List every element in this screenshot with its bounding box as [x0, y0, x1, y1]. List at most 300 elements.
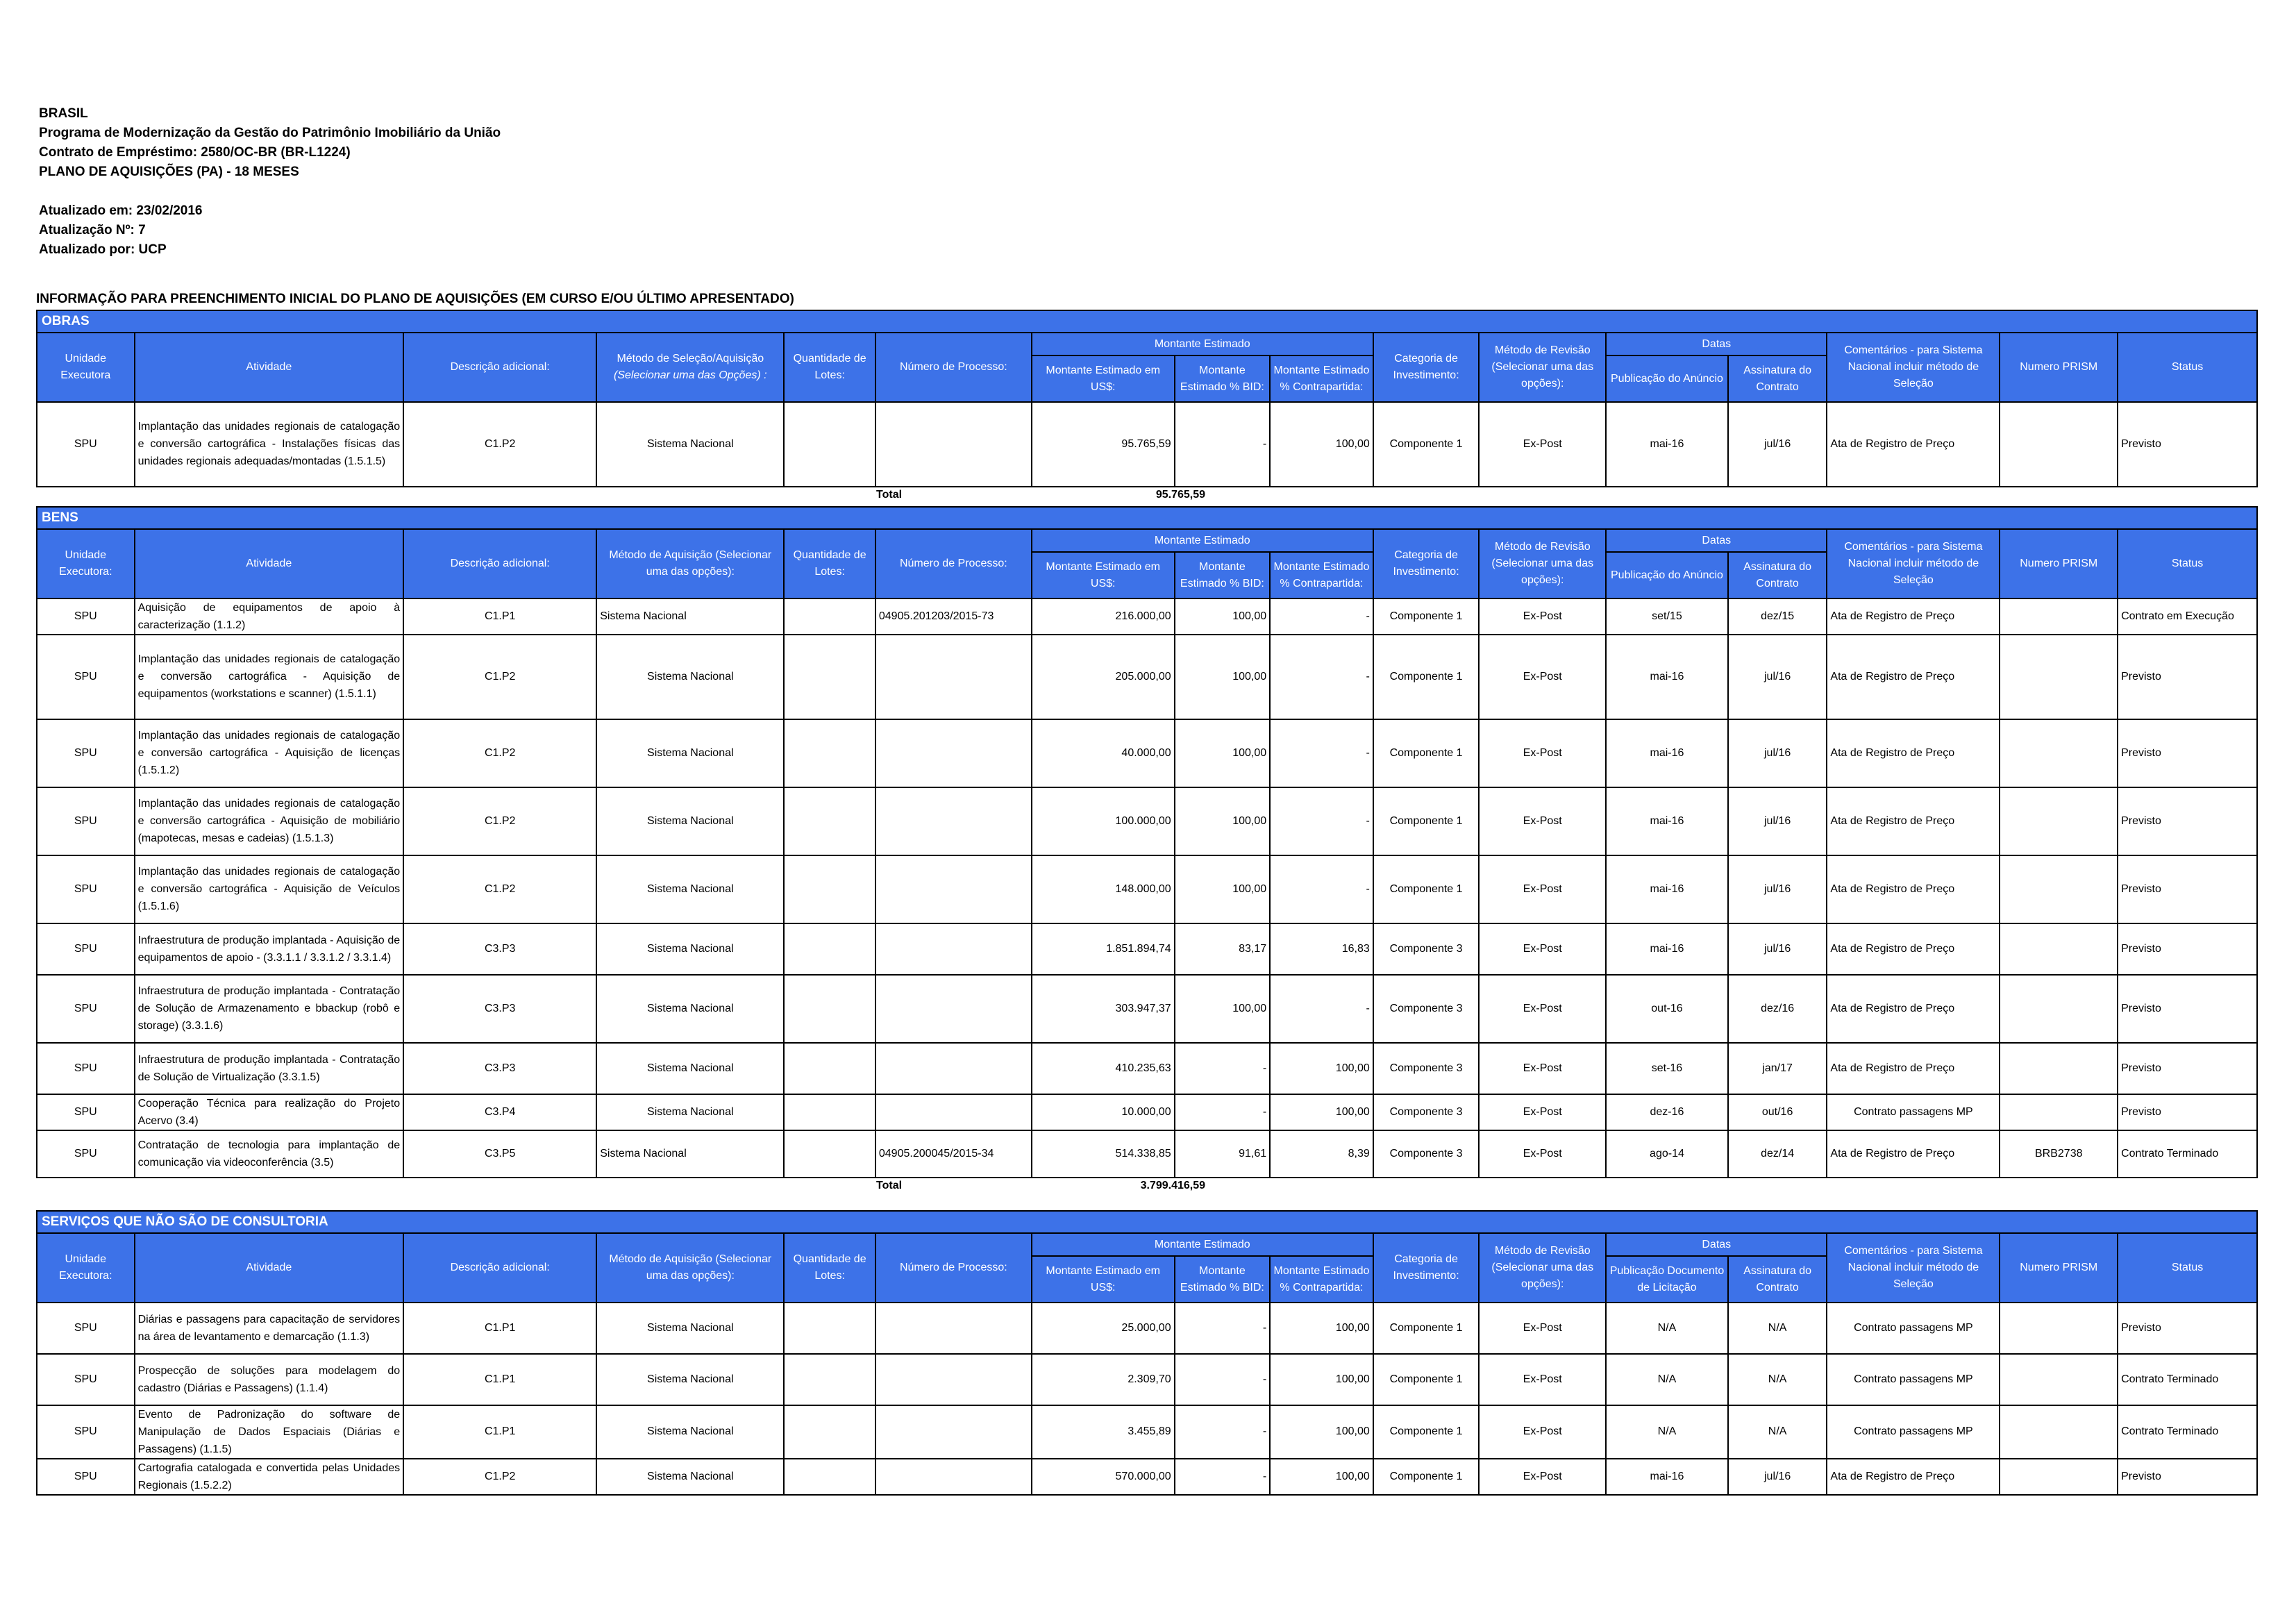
comentarios-cell: Ata de Registro de Preço [1827, 402, 2000, 487]
table-row [37, 923, 2257, 975]
comentarios-cell: Ata de Registro de Preço [1827, 1043, 2000, 1094]
montante-contra-cell: - [1270, 975, 1373, 1043]
atividade-cell: Diárias e passagens para capacitação de servidores na área de levantamento e demarcação (1.1.3) [135, 1303, 404, 1354]
unidade-cell: SPU [37, 787, 135, 855]
revisao-cell: Ex-Post [1479, 1459, 1606, 1495]
categoria-cell: Componente 3 [1373, 975, 1480, 1043]
col-header-datas-group: Datas [1606, 1233, 1827, 1256]
country-label: BRASIL [39, 106, 88, 121]
atividade-cell: Cartografia catalogada e convertida pelas Unidades Regionais (1.5.2.2) [135, 1459, 404, 1495]
prism-cell [2000, 598, 2118, 635]
assinatura-cell: jul/16 [1728, 787, 1827, 855]
categoria-cell: Componente 1 [1373, 1303, 1480, 1354]
metodo-cell: Sistema Nacional [596, 975, 784, 1043]
table-row [37, 855, 2257, 923]
prism-cell [2000, 1094, 2118, 1130]
unidade-cell: SPU [37, 1405, 135, 1459]
publicacao-cell: mai-16 [1606, 635, 1728, 719]
table-row [37, 1354, 2257, 1405]
unidade-cell: SPU [37, 923, 135, 975]
prism-cell [2000, 1303, 2118, 1354]
col-header-publicacao: Publicação do Anúncio [1606, 552, 1728, 598]
categoria-cell: Componente 3 [1373, 1043, 1480, 1094]
publicacao-cell: N/A [1606, 1405, 1728, 1459]
comentarios-cell: Ata de Registro de Preço [1827, 1130, 2000, 1178]
categoria-cell: Componente 1 [1373, 1405, 1480, 1459]
montante-bid-cell: 100,00 [1175, 855, 1271, 923]
assinatura-cell: jul/16 [1728, 1459, 1827, 1495]
table-row [37, 1130, 2257, 1178]
comentarios-cell: Contrato passagens MP [1827, 1303, 2000, 1354]
col-header-processo: Número de Processo: [875, 333, 1032, 402]
publicacao-cell: set/15 [1606, 598, 1728, 635]
revisao-cell: Ex-Post [1479, 598, 1606, 635]
descricao-cell: C1.P2 [403, 1459, 596, 1495]
unidade-cell: SPU [37, 975, 135, 1043]
status-cell: Contrato Terminado [2118, 1405, 2257, 1459]
comentarios-cell: Ata de Registro de Preço [1827, 1459, 2000, 1495]
lotes-cell [784, 1130, 875, 1178]
col-header-atividade: Atividade [135, 529, 404, 598]
atividade-cell: Implantação das unidades regionais de catalogação e conversão cartográfica - Aquisição de Veículos (1.5.1.6) [135, 855, 404, 923]
col-header-unidade: Unidade Executora [37, 333, 135, 402]
col-header-comentarios: Comentários - para Sistema Nacional incluir método de Seleção [1827, 529, 2000, 598]
total-row-obras [36, 487, 2258, 504]
processo-cell: 04905.200045/2015-34 [875, 1130, 1032, 1178]
col-header-revisao: Método de Revisão (Selecionar uma das opções): [1479, 333, 1606, 402]
table-row [37, 1094, 2257, 1130]
lotes-cell [784, 787, 875, 855]
col-header-categoria: Categoria de Investimento: [1373, 1233, 1480, 1303]
col-header-descricao: Descrição adicional: [403, 1233, 596, 1303]
status-cell: Previsto [2118, 923, 2257, 975]
unidade-cell: SPU [37, 1043, 135, 1094]
prism-cell [2000, 855, 2118, 923]
montante-bid-cell: - [1175, 1094, 1271, 1130]
col-header-categoria: Categoria de Investimento: [1373, 333, 1480, 402]
lotes-cell [784, 1354, 875, 1405]
descricao-cell: C1.P2 [403, 787, 596, 855]
lotes-cell [784, 855, 875, 923]
revisao-cell: Ex-Post [1479, 402, 1606, 487]
procurement-table-obras [36, 332, 2258, 487]
col-header-lotes: Quantidade de Lotes: [784, 1233, 875, 1303]
assinatura-cell: jul/16 [1728, 719, 1827, 787]
col-header-processo: Número de Processo: [875, 529, 1032, 598]
categoria-cell: Componente 3 [1373, 1094, 1480, 1130]
col-header-status: Status [2118, 333, 2257, 402]
revisao-cell: Ex-Post [1479, 719, 1606, 787]
montante-contra-cell: - [1270, 855, 1373, 923]
unidade-cell: SPU [37, 1094, 135, 1130]
montante-contra-cell: - [1270, 787, 1373, 855]
metodo-cell: Sistema Nacional [596, 1130, 784, 1178]
col-header-assinatura: Assinatura do Contrato [1728, 552, 1827, 598]
atividade-cell: Evento de Padronização do software de Manipulação de Dados Espaciais (Diárias e Passagens) (1.1.5) [135, 1405, 404, 1459]
categoria-cell: Componente 1 [1373, 719, 1480, 787]
metodo-cell: Sistema Nacional [596, 1459, 784, 1495]
unidade-cell: SPU [37, 719, 135, 787]
table-row [37, 635, 2257, 719]
processo-cell [875, 1459, 1032, 1495]
montante-bid-cell: 100,00 [1175, 719, 1271, 787]
col-header-publicacao: Publicação Documento de Licitação [1606, 1256, 1728, 1303]
atividade-cell: Cooperação Técnica para realização do Projeto Acervo (3.4) [135, 1094, 404, 1130]
publicacao-cell: N/A [1606, 1354, 1728, 1405]
comentarios-cell: Ata de Registro de Preço [1827, 719, 2000, 787]
col-header-publicacao: Publicação do Anúncio [1606, 355, 1728, 402]
col-header-montante-group: Montante Estimado [1032, 1233, 1373, 1256]
unidade-cell: SPU [37, 1459, 135, 1495]
lotes-cell [784, 923, 875, 975]
revisao-cell: Ex-Post [1479, 1405, 1606, 1459]
categoria-cell: Componente 1 [1373, 855, 1480, 923]
categoria-cell: Componente 3 [1373, 1130, 1480, 1178]
prism-cell [2000, 923, 2118, 975]
col-header-assinatura: Assinatura do Contrato [1728, 355, 1827, 402]
col-header-metodo-hint: (Selecionar uma das Opções) : [614, 369, 767, 381]
processo-cell [875, 1094, 1032, 1130]
revisao-cell: Ex-Post [1479, 1094, 1606, 1130]
status-cell: Contrato Terminado [2118, 1354, 2257, 1405]
montante-contra-cell: - [1270, 598, 1373, 635]
col-header-montante-usd: Montante Estimado em US$: [1032, 1256, 1175, 1303]
col-header-revisao: Método de Revisão (Selecionar uma das opções): [1479, 529, 1606, 598]
prism-cell [2000, 402, 2118, 487]
col-header-datas-group: Datas [1606, 529, 1827, 552]
montante-bid-cell: - [1175, 1043, 1271, 1094]
col-header-montante-contra: Montante Estimado % Contrapartida: [1270, 552, 1373, 598]
montante-usd-cell: 100.000,00 [1032, 787, 1175, 855]
col-header-processo: Número de Processo: [875, 1233, 1032, 1303]
metodo-cell: Sistema Nacional [596, 635, 784, 719]
col-header-montante-bid: Montante Estimado % BID: [1175, 1256, 1271, 1303]
prism-cell [2000, 635, 2118, 719]
metodo-cell: Sistema Nacional [596, 787, 784, 855]
total-value: 95.765,59 [1155, 488, 1205, 501]
contract-label: Contrato de Empréstimo: 2580/OC-BR (BR-L1224) [39, 145, 351, 160]
col-header-prism: Numero PRISM [2000, 529, 2118, 598]
prism-cell [2000, 1354, 2118, 1405]
montante-contra-cell: 100,00 [1270, 1043, 1373, 1094]
assinatura-cell: out/16 [1728, 1094, 1827, 1130]
col-header-atividade: Atividade [135, 333, 404, 402]
montante-usd-cell: 40.000,00 [1032, 719, 1175, 787]
montante-contra-cell: 100,00 [1270, 402, 1373, 487]
col-header-assinatura: Assinatura do Contrato [1728, 1256, 1827, 1303]
montante-contra-cell: 16,83 [1270, 923, 1373, 975]
lotes-cell [784, 1303, 875, 1354]
updated-on-label: Atualizado em: 23/02/2016 [39, 203, 203, 218]
revisao-cell: Ex-Post [1479, 923, 1606, 975]
metodo-cell: Sistema Nacional [596, 1354, 784, 1405]
col-header-montante-usd: Montante Estimado em US$: [1032, 355, 1175, 402]
total-row-bens [36, 1178, 2258, 1195]
montante-bid-cell: - [1175, 1459, 1271, 1495]
processo-cell [875, 1354, 1032, 1405]
atividade-cell: Infraestrutura de produção implantada - Contratação de Solução de Armazenamento e bbackup (robô e storage) (3.3.1.6) [135, 975, 404, 1043]
atividade-cell: Implantação das unidades regionais de catalogação e conversão cartográfica - Aquisição de mobiliário (mapotecas, mesas e cadeias) (1.5.1.3) [135, 787, 404, 855]
assinatura-cell: jul/16 [1728, 635, 1827, 719]
prism-cell [2000, 1405, 2118, 1459]
col-header-categoria: Categoria de Investimento: [1373, 529, 1480, 598]
montante-bid-cell: - [1175, 1405, 1271, 1459]
lotes-cell [784, 402, 875, 487]
unidade-cell: SPU [37, 402, 135, 487]
publicacao-cell: ago-14 [1606, 1130, 1728, 1178]
montante-bid-cell: 100,00 [1175, 635, 1271, 719]
status-cell: Previsto [2118, 855, 2257, 923]
lotes-cell [784, 719, 875, 787]
assinatura-cell: dez/16 [1728, 975, 1827, 1043]
processo-cell [875, 923, 1032, 975]
total-label: Total [876, 488, 903, 501]
comentarios-cell: Contrato passagens MP [1827, 1094, 2000, 1130]
col-header-metodo [596, 333, 784, 402]
processo-cell [875, 975, 1032, 1043]
status-cell: Previsto [2118, 787, 2257, 855]
publicacao-cell: dez-16 [1606, 1094, 1728, 1130]
descricao-cell: C1.P1 [403, 1354, 596, 1405]
montante-usd-cell: 205.000,00 [1032, 635, 1175, 719]
publicacao-cell: mai-16 [1606, 1459, 1728, 1495]
categoria-cell: Componente 1 [1373, 1354, 1480, 1405]
status-cell: Previsto [2118, 402, 2257, 487]
assinatura-cell: jul/16 [1728, 855, 1827, 923]
categoria-cell: Componente 1 [1373, 598, 1480, 635]
col-header-montante-contra: Montante Estimado % Contrapartida: [1270, 355, 1373, 402]
revisao-cell: Ex-Post [1479, 635, 1606, 719]
assinatura-cell: jan/17 [1728, 1043, 1827, 1094]
col-header-montante-group: Montante Estimado [1032, 529, 1373, 552]
document-header [39, 104, 501, 260]
montante-usd-cell: 10.000,00 [1032, 1094, 1175, 1130]
processo-cell [875, 635, 1032, 719]
publicacao-cell: mai-16 [1606, 787, 1728, 855]
processo-cell [875, 855, 1032, 923]
categoria-cell: Componente 1 [1373, 1459, 1480, 1495]
table-row [37, 598, 2257, 635]
col-header-metodo-label: Método de Seleção/Aquisição [617, 352, 764, 365]
lotes-cell [784, 1043, 875, 1094]
metodo-cell: Sistema Nacional [596, 1405, 784, 1459]
processo-cell [875, 1405, 1032, 1459]
revisao-cell: Ex-Post [1479, 975, 1606, 1043]
descricao-cell: C1.P2 [403, 855, 596, 923]
metodo-cell: Sistema Nacional [596, 402, 784, 487]
update-number-label: Atualização Nº: 7 [39, 223, 146, 237]
descricao-cell: C1.P1 [403, 1303, 596, 1354]
col-header-montante-usd: Montante Estimado em US$: [1032, 552, 1175, 598]
section-bens [36, 506, 2258, 1195]
unidade-cell: SPU [37, 855, 135, 923]
col-header-metodo: Método de Aquisição (Selecionar uma das opções): [596, 1233, 784, 1303]
program-title: Programa de Modernização da Gestão do Patrimônio Imobiliário da União [39, 126, 501, 140]
atividade-cell: Implantação das unidades regionais de catalogação e conversão cartográfica - Aquisição de licenças (1.5.1.2) [135, 719, 404, 787]
descricao-cell: C1.P2 [403, 719, 596, 787]
montante-usd-cell: 95.765,59 [1032, 402, 1175, 487]
comentarios-cell: Ata de Registro de Preço [1827, 975, 2000, 1043]
processo-cell [875, 1043, 1032, 1094]
status-cell: Previsto [2118, 635, 2257, 719]
metodo-cell: Sistema Nacional [596, 598, 784, 635]
montante-usd-cell: 410.235,63 [1032, 1043, 1175, 1094]
table-row [37, 975, 2257, 1043]
assinatura-cell: N/A [1728, 1303, 1827, 1354]
descricao-cell: C3.P3 [403, 975, 596, 1043]
status-cell: Contrato em Execução [2118, 598, 2257, 635]
lotes-cell [784, 1405, 875, 1459]
atividade-cell: Implantação das unidades regionais de catalogação e conversão cartográfica - Instalações físicas das unidades regionais adequadas/montadas (1.5.1.5) [135, 402, 404, 487]
montante-usd-cell: 25.000,00 [1032, 1303, 1175, 1354]
atividade-cell: Aquisição de equipamentos de apoio à caracterização (1.1.2) [135, 598, 404, 635]
metodo-cell: Sistema Nacional [596, 1043, 784, 1094]
section-obras [36, 310, 2258, 504]
montante-bid-cell: - [1175, 1303, 1271, 1354]
col-header-montante-group: Montante Estimado [1032, 333, 1373, 355]
status-cell: Previsto [2118, 975, 2257, 1043]
metodo-cell: Sistema Nacional [596, 923, 784, 975]
unidade-cell: SPU [37, 598, 135, 635]
processo-cell [875, 1303, 1032, 1354]
status-cell: Previsto [2118, 1303, 2257, 1354]
col-header-datas-group: Datas [1606, 333, 1827, 355]
comentarios-cell: Ata de Registro de Preço [1827, 923, 2000, 975]
lotes-cell [784, 1459, 875, 1495]
publicacao-cell: mai-16 [1606, 855, 1728, 923]
montante-bid-cell: 83,17 [1175, 923, 1271, 975]
lotes-cell [784, 635, 875, 719]
montante-contra-cell: 100,00 [1270, 1354, 1373, 1405]
status-cell: Previsto [2118, 719, 2257, 787]
total-value: 3.799.416,59 [1140, 1179, 1205, 1191]
atividade-cell: Infraestrutura de produção implantada - Contratação de Solução de Virtualização (3.3.1.5) [135, 1043, 404, 1094]
unidade-cell: SPU [37, 1303, 135, 1354]
atividade-cell: Implantação das unidades regionais de catalogação e conversão cartográfica - Aquisição de equipamentos (workstations e scanner) (1.5.1.1) [135, 635, 404, 719]
montante-usd-cell: 1.851.894,74 [1032, 923, 1175, 975]
montante-contra-cell: 100,00 [1270, 1405, 1373, 1459]
descricao-cell: C3.P4 [403, 1094, 596, 1130]
montante-contra-cell: 100,00 [1270, 1303, 1373, 1354]
prism-cell [2000, 975, 2118, 1043]
descricao-cell: C1.P1 [403, 1405, 596, 1459]
categoria-cell: Componente 1 [1373, 787, 1480, 855]
section-note: INFORMAÇÃO PARA PREENCHIMENTO INICIAL DO PLANO DE AQUISIÇÕES (EM CURSO E/OU ÚLTIMO APRESENTADO) [36, 292, 794, 306]
section-title-servicos: SERVIÇOS QUE NÃO SÃO DE CONSULTORIA [36, 1210, 2258, 1232]
montante-usd-cell: 216.000,00 [1032, 598, 1175, 635]
col-header-montante-contra: Montante Estimado % Contrapartida: [1270, 1256, 1373, 1303]
unidade-cell: SPU [37, 635, 135, 719]
montante-usd-cell: 514.338,85 [1032, 1130, 1175, 1178]
montante-bid-cell: 100,00 [1175, 975, 1271, 1043]
comentarios-cell: Contrato passagens MP [1827, 1354, 2000, 1405]
montante-usd-cell: 303.947,37 [1032, 975, 1175, 1043]
descricao-cell: C1.P2 [403, 402, 596, 487]
status-cell: Previsto [2118, 1094, 2257, 1130]
assinatura-cell: dez/14 [1728, 1130, 1827, 1178]
categoria-cell: Componente 1 [1373, 402, 1480, 487]
col-header-montante-bid: Montante Estimado % BID: [1175, 355, 1271, 402]
col-header-prism: Numero PRISM [2000, 333, 2118, 402]
revisao-cell: Ex-Post [1479, 855, 1606, 923]
revisao-cell: Ex-Post [1479, 1043, 1606, 1094]
col-header-atividade: Atividade [135, 1233, 404, 1303]
col-header-unidade: Unidade Executora: [37, 529, 135, 598]
status-cell: Contrato Terminado [2118, 1130, 2257, 1178]
montante-bid-cell: - [1175, 1354, 1271, 1405]
comentarios-cell: Ata de Registro de Preço [1827, 598, 2000, 635]
col-header-metodo: Método de Aquisição (Selecionar uma das opções): [596, 529, 784, 598]
col-header-status: Status [2118, 529, 2257, 598]
descricao-cell: C3.P3 [403, 1043, 596, 1094]
metodo-cell: Sistema Nacional [596, 855, 784, 923]
montante-contra-cell: 100,00 [1270, 1459, 1373, 1495]
prism-cell [2000, 1459, 2118, 1495]
atividade-cell: Infraestrutura de produção implantada - Aquisição de equipamentos de apoio - (3.3.1.1 / 3.3.1.2 / 3.3.1.4) [135, 923, 404, 975]
table-row [37, 1405, 2257, 1459]
section-title-obras: OBRAS [36, 310, 2258, 332]
lotes-cell [784, 1094, 875, 1130]
table-row [37, 719, 2257, 787]
montante-bid-cell: 91,61 [1175, 1130, 1271, 1178]
comentarios-cell: Ata de Registro de Preço [1827, 635, 2000, 719]
unidade-cell: SPU [37, 1130, 135, 1178]
col-header-comentarios: Comentários - para Sistema Nacional incluir método de Seleção [1827, 1233, 2000, 1303]
montante-contra-cell: - [1270, 719, 1373, 787]
section-title-bens: BENS [36, 506, 2258, 528]
procurement-table-bens [36, 528, 2258, 1178]
publicacao-cell: mai-16 [1606, 402, 1728, 487]
montante-usd-cell: 148.000,00 [1032, 855, 1175, 923]
assinatura-cell: N/A [1728, 1354, 1827, 1405]
total-label: Total [876, 1179, 903, 1191]
table-row [37, 787, 2257, 855]
lotes-cell [784, 975, 875, 1043]
status-cell: Previsto [2118, 1459, 2257, 1495]
metodo-cell: Sistema Nacional [596, 1094, 784, 1130]
categoria-cell: Componente 3 [1373, 923, 1480, 975]
col-header-revisao: Método de Revisão (Selecionar uma das opções): [1479, 1233, 1606, 1303]
table-row [37, 1043, 2257, 1094]
metodo-cell: Sistema Nacional [596, 719, 784, 787]
section-servicos [36, 1210, 2258, 1496]
table-row [37, 1459, 2257, 1495]
col-header-lotes: Quantidade de Lotes: [784, 529, 875, 598]
revisao-cell: Ex-Post [1479, 1303, 1606, 1354]
publicacao-cell: mai-16 [1606, 923, 1728, 975]
descricao-cell: C3.P5 [403, 1130, 596, 1178]
montante-contra-cell: 100,00 [1270, 1094, 1373, 1130]
montante-bid-cell: - [1175, 402, 1271, 487]
col-header-status: Status [2118, 1233, 2257, 1303]
table-row [37, 1303, 2257, 1354]
prism-cell [2000, 787, 2118, 855]
assinatura-cell: jul/16 [1728, 402, 1827, 487]
processo-cell [875, 787, 1032, 855]
montante-bid-cell: 100,00 [1175, 598, 1271, 635]
atividade-cell: Prospecção de soluções para modelagem do cadastro (Diárias e Passagens) (1.1.4) [135, 1354, 404, 1405]
montante-usd-cell: 3.455,89 [1032, 1405, 1175, 1459]
assinatura-cell: jul/16 [1728, 923, 1827, 975]
revisao-cell: Ex-Post [1479, 1130, 1606, 1178]
atividade-cell: Contratação de tecnologia para implantação de comunicação via videoconferência (3.5) [135, 1130, 404, 1178]
updated-by-label: Atualizado por: UCP [39, 242, 167, 257]
assinatura-cell: dez/15 [1728, 598, 1827, 635]
montante-bid-cell: 100,00 [1175, 787, 1271, 855]
processo-cell: 04905.201203/2015-73 [875, 598, 1032, 635]
col-header-comentarios: Comentários - para Sistema Nacional incluir método de Seleção [1827, 333, 2000, 402]
unidade-cell: SPU [37, 1354, 135, 1405]
